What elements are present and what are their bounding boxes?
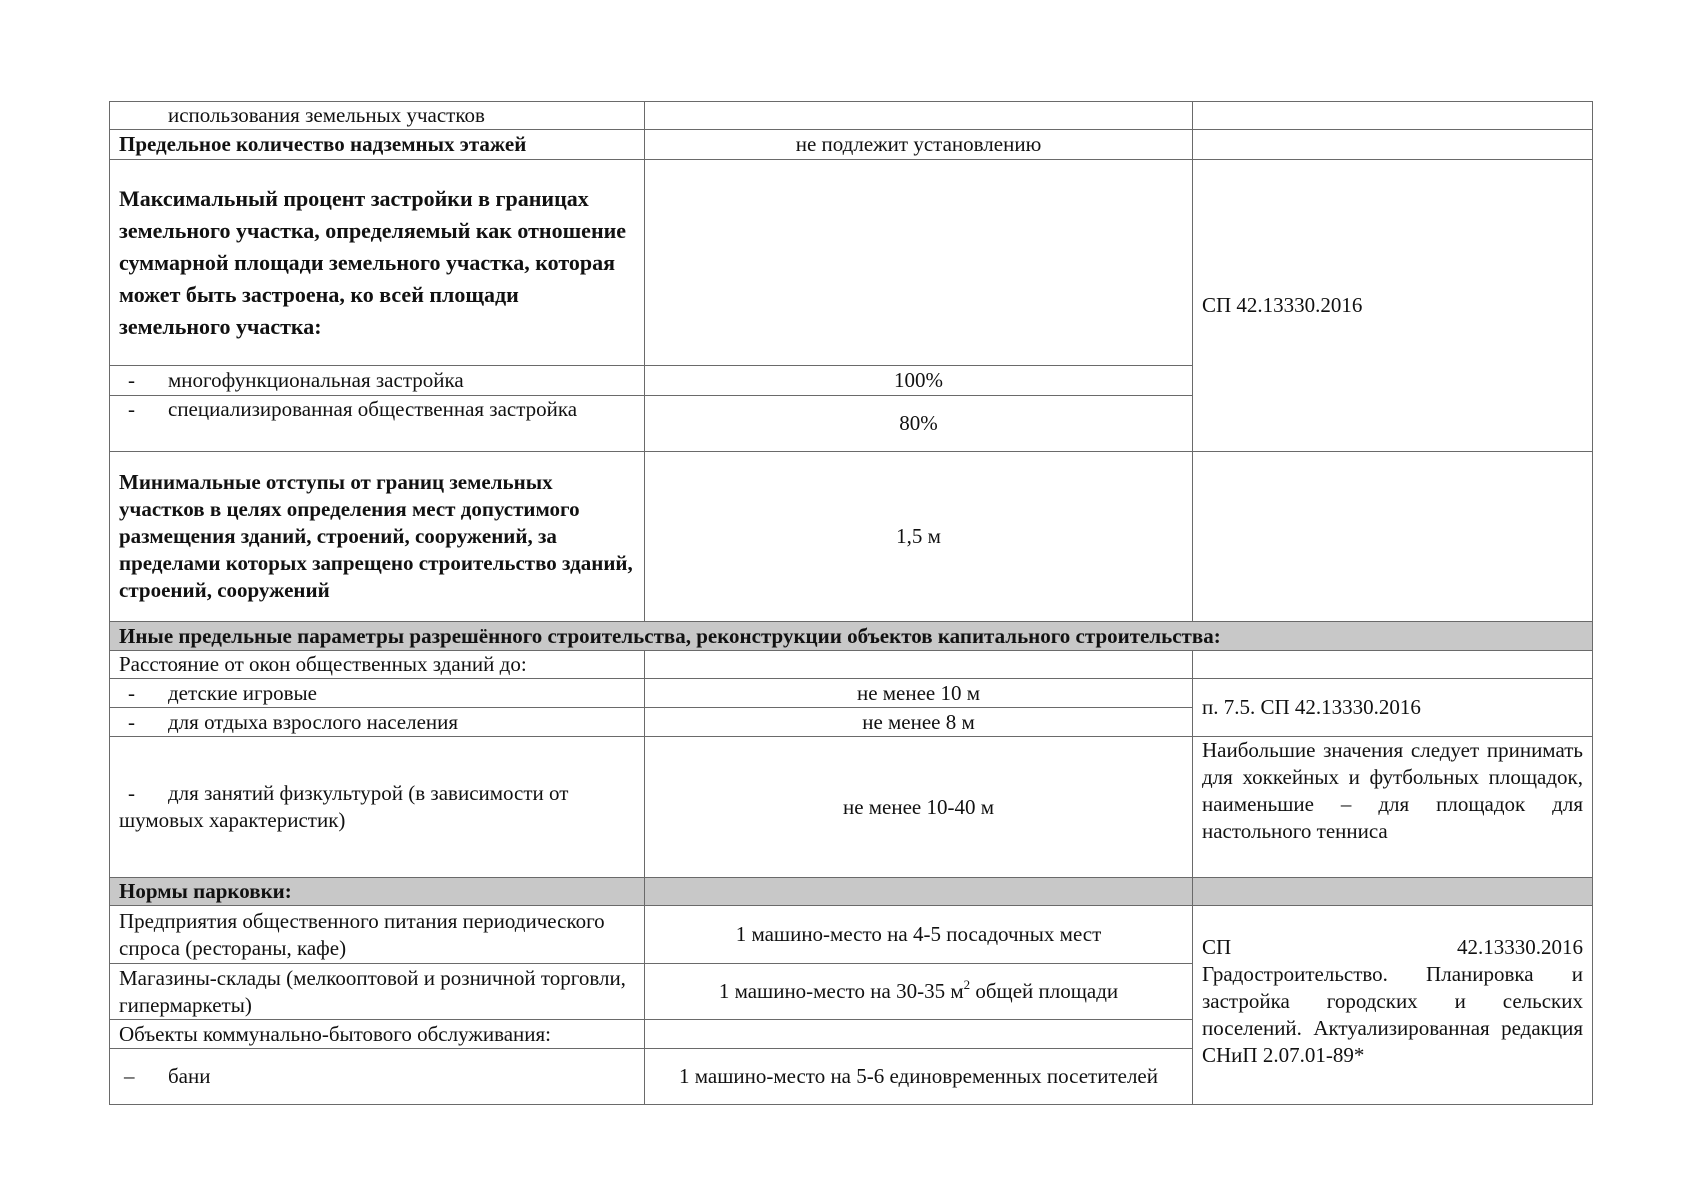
note-cell [1193,651,1593,679]
param-cell: Минимальные отступы от границ земельных участков в целях определения мест допустимого размещения зданий, строений, сооружений, за пределами которых запрещено строительство зданий, строений, сооружений [110,452,645,622]
table-row [110,130,1593,160]
table-row [110,160,1593,366]
param-cell: Предельное количество надземных этажей [110,130,645,160]
param-cell [110,396,645,452]
value-cell: не менее 8 м [645,708,1193,737]
value-cell: 100% [645,366,1193,396]
value-cell [645,964,1193,1020]
note-cell [1193,130,1593,160]
value-cell: не подлежит установлению [645,130,1193,160]
value-cell: 1,5 м [645,452,1193,622]
table-row [110,452,1593,622]
section-title: Нормы парковки: [110,878,645,906]
bullet-dash: – [124,1064,135,1088]
param-text: многофункциональная застройка [168,368,464,392]
table-row [110,906,1593,964]
param-cell [110,737,645,878]
param-cell [110,1049,645,1105]
param-cell: использования земельных участков [110,102,645,130]
superscript: 2 [963,977,971,992]
value-cell: 1 машино-место на 4-5 посадочных мест [645,906,1193,964]
note-cell: п. 7.5. СП 42.13330.2016 [1193,679,1593,737]
note-text: Градостроительство. Планировка и застройка городских и сельских поселений. Актуализированная редакция СНиП 2.07.01-89* [1202,962,1583,1067]
bullet-dash: - [128,680,135,705]
value-cell: не менее 10 м [645,679,1193,708]
param-text: для отдыха взрослого населения [168,709,459,734]
param-cell [110,708,645,737]
bullet-dash: - [128,781,135,805]
bullet-dash: - [128,397,135,421]
bullet-dash: - [128,709,135,734]
value-cell: не менее 10-40 м [645,737,1193,878]
param-cell: Магазины-склады (мелкооптовой и розничной торговли, гипермаркеты) [110,964,645,1020]
regulations-table [109,101,1593,1105]
param-text: специализированная общественная застройка [168,397,578,421]
param-text: детские игровые [168,680,317,705]
value-cell: 80% [645,396,1193,452]
value-cell [645,651,1193,679]
note-first-line: СП 42.13330.2016 [1202,935,1583,959]
value-text-tail: общей площади [970,979,1119,1003]
param-cell: Максимальный процент застройки в границах земельного участка, определяемый как отношение суммарной площади земельного участка, которая может быть застроена, ко всей площади земельного участка: [110,160,645,366]
param-text: бани [168,1064,211,1088]
value-cell [645,160,1193,366]
value-text: 1 машино-место на 30-35 м [718,979,964,1003]
table-row [110,651,1593,679]
param-cell [110,679,645,708]
value-cell [645,102,1193,130]
bullet-dash: - [128,368,135,392]
section-header-row [110,878,1593,906]
param-text: для занятий физкультурой (в зависимости от шумовых характеристик) [119,781,569,832]
param-cell: Расстояние от окон общественных зданий до: [110,651,645,679]
table-row [110,737,1593,878]
value-cell [645,878,1193,906]
note-cell: Наибольшие значения следует принимать для хоккейных и футбольных площадок, наименьшие – для площадок для настольного тенниса [1193,737,1593,878]
param-cell: Предприятия общественного питания периодического спроса (рестораны, кафе) [110,906,645,964]
note-cell: СП 42.13330.2016 [1193,160,1593,452]
note-cell [1193,906,1593,1105]
param-cell [110,366,645,396]
param-cell: Объекты коммунально-бытового обслуживания: [110,1020,645,1049]
note-cell [1193,452,1593,622]
value-cell: 1 машино-место на 5-6 единовременных посетителей [645,1049,1193,1105]
section-title: Иные предельные параметры разрешённого строительства, реконструкции объектов капитального строительства: [110,622,1593,651]
note-cell [1193,102,1593,130]
section-header-row [110,622,1593,651]
note-cell [1193,878,1593,906]
value-cell [645,1020,1193,1049]
table-row [110,679,1593,708]
table-row [110,102,1593,130]
